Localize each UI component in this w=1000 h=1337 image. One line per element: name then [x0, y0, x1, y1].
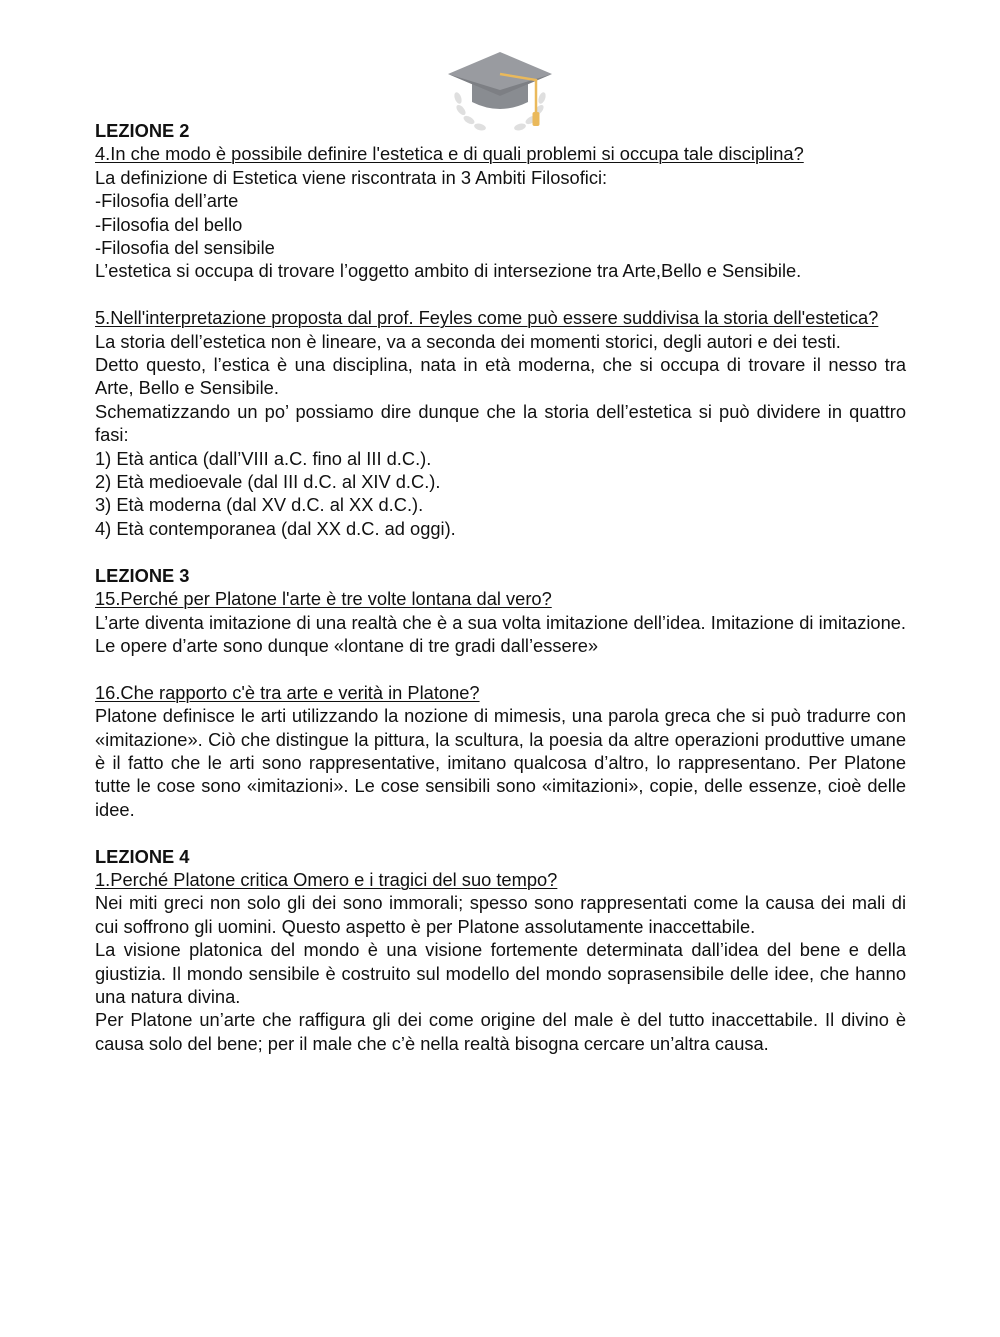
q15-answer: L’arte diventa imitazione di una realtà che è a sua volta imitazione dell’idea. Imitazione di imitazione. Le opere d’arte sono dunque «lontane di tre gradi dall’essere»: [95, 611, 906, 656]
q1-paragraph-1: Nei miti greci non solo gli dei sono immorali; spesso sono rappresentati come la causa dei mali di cui soffrono gli uomini. Questo aspetto è per Platone assolutamente inaccettabile.: [95, 892, 906, 937]
phase-1: 1) Età antica (dall’VIII a.C. fino al III d.C.).: [95, 447, 432, 469]
lesson-2-heading: LEZIONE 2: [95, 120, 190, 141]
question-4: 4.In che modo è possibile definire l'estetica e di quali problemi si occupa tale disciplina?: [95, 143, 804, 165]
q5-paragraph-2: Detto questo, l’estica è una disciplina, nata in età moderna, che si occupa di trovare il nesso tra Arte, Bello e Sensibile.: [95, 354, 906, 399]
question-5: 5.Nell'interpretazione proposta dal prof. Feyles come può essere suddivisa la storia dell'estetica?: [95, 307, 879, 329]
q4-line-3: -Filosofia del bello: [95, 213, 243, 235]
q5-paragraph-3: Schematizzando un po’ possiamo dire dunque che la storia dell’estetica si può dividere in quattro fasi:: [95, 400, 906, 446]
question-15: 15.Perché per Platone l'arte è tre volte lontana dal vero?: [95, 588, 552, 610]
q16-answer: Platone definisce le arti utilizzando la nozione di mimesis, una parola greca che si può tradurre con «imitazione». Ciò che distingue la pittura, la scultura, la poesia da altre operazioni produttive umane è il fatto che le arti sono rappresentative, imitano qualcosa d’altro, lo rappresentano. Per Platone tutte le cose sono «imitazioni». Le cose sensibili sono «imitazioni», copie, delle essenze, cioè delle idee.: [95, 705, 906, 820]
q4-line-2: -Filosofia dell’arte: [95, 190, 239, 212]
lesson-4-heading: LEZIONE 4: [95, 845, 190, 867]
lesson-3-heading: LEZIONE 3: [95, 564, 190, 586]
question-16: 16.Che rapporto c'è tra arte e verità in Platone?: [95, 681, 480, 703]
q5-paragraph-1: La storia dell’estetica non è lineare, va a seconda dei momenti storici, degli autori e dei testi.: [95, 330, 841, 352]
q4-line-5: L’estetica si occupa di trovare l’oggetto ambito di intersezione tra Arte,Bello e Sensibile.: [95, 260, 802, 282]
q4-line-4: -Filosofia del sensibile: [95, 237, 275, 259]
phase-4: 4) Età contemporanea (dal XX d.C. ad oggi).: [95, 517, 456, 539]
q1-paragraph-3: Per Platone un’arte che raffigura gli dei come origine del male è del tutto inaccettabile. Il divino è causa solo del bene; per il male che c’è nella realtà bisogna cercare un’altra causa.: [95, 1009, 906, 1054]
phase-2: 2) Età medioevale (dal III d.C. al XIV d.C.).: [95, 471, 441, 493]
document-body: [95, 119, 906, 1055]
q4-line-1: La definizione di Estetica viene riscontrata in 3 Ambiti Filosofici:: [95, 166, 608, 188]
q1-paragraph-2: La visione platonica del mondo è una visione fortemente determinata dall’idea del bene e della giustizia. Il mondo sensibile è costruito sul modello del mondo soprasensibile delle idee, che hanno una natura divina.: [95, 939, 906, 1007]
phase-3: 3) Età moderna (dal XV d.C. al XX d.C.).: [95, 494, 424, 516]
question-1: 1.Perché Platone critica Omero e i tragici del suo tempo?: [95, 868, 558, 890]
